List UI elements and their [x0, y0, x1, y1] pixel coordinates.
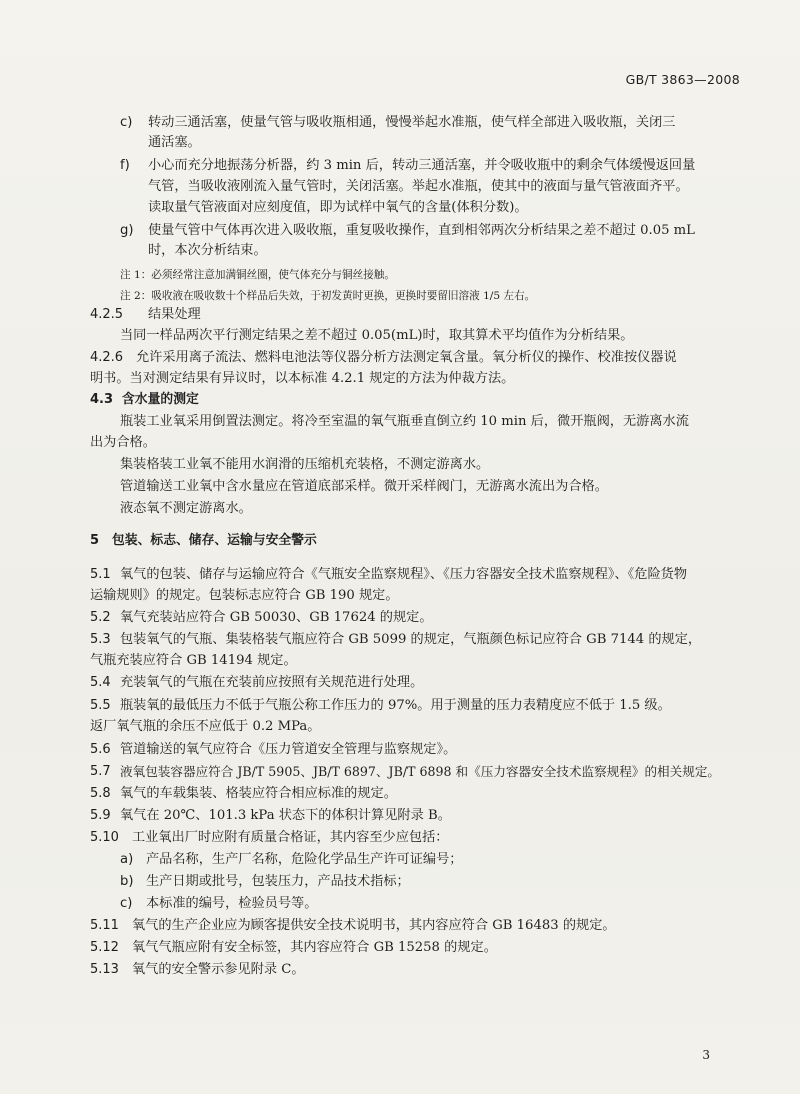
section-5-5-line2: 返厂氧气瓶的余压不应低于 0.2 MPa。 — [90, 719, 321, 734]
section-5-2-number: 5.2 — [90, 610, 111, 625]
section-4-3-p1-line2: 出为合格。 — [90, 435, 156, 450]
item-f-line3: 读取量气管液面对应刻度值，即为试样中氧气的含量(体积分数)。 — [148, 200, 528, 215]
section-4-3-p1-line1: 瓶装工业氧采用倒置法测定。将冷至室温的氧气瓶垂直倒立约 10 min 后，微开瓶阀，无游离水流 — [120, 414, 689, 429]
section-5-9-number: 5.9 — [90, 808, 111, 823]
item-f-label: f) — [120, 158, 130, 173]
section-5-11-number: 5.11 — [90, 918, 119, 933]
section-5-title: 包装、标志、储存、运输与安全警示 — [112, 533, 317, 548]
section-5-13-number: 5.13 — [90, 962, 119, 977]
note-2: 注 2：吸收液在吸收数十个样品后失效，于初发黄时更换，更换时要留旧溶液 1/5 左右。 — [120, 290, 536, 302]
section-5-number: 5 — [90, 533, 100, 548]
section-5-6-text: 管道输送的氧气应符合《压力管道安全管理与监察规定》。 — [120, 742, 457, 757]
section-4-3-p4: 液态氧不测定游离水。 — [120, 501, 252, 516]
section-5-3-line2: 气瓶充装应符合 GB 14194 规定。 — [90, 653, 297, 668]
section-5-10-a-label: a) — [120, 852, 134, 867]
section-4-2-5-text: 当同一样品两次平行测定结果之差不超过 0.05(mL)时，取其算术平均值作为分析结果。 — [120, 328, 634, 343]
section-5-1-line1: 氧气的包装、储存与运输应符合《气瓶安全监察规程》、《压力容器安全技术监察规程》、《危险货物 — [120, 567, 688, 582]
item-c-line1: 转动三通活塞，使量气管与吸收瓶相通，慢慢举起水准瓶，使气样全部进入吸收瓶，关闭三 — [148, 115, 676, 130]
section-5-10-b-label: b) — [120, 874, 134, 889]
item-g-line2: 时，本次分析结束。 — [148, 243, 267, 258]
item-g-label: g) — [120, 223, 134, 238]
section-5-10-number: 5.10 — [90, 830, 119, 845]
section-5-8-number: 5.8 — [90, 786, 111, 801]
section-5-7-text: 液氧包装容器应符合 JB/T 5905、JB/T 6897、JB/T 6898 和《压力容器安全技术监察规程》的相关规定。 — [120, 764, 721, 779]
note-1: 注 1：必须经常注意加满铜丝圈，使气体充分与铜丝接触。 — [120, 269, 395, 281]
page-number: 3 — [702, 1048, 710, 1062]
item-f-line2: 气管，当吸收液刚流入量气管时，关闭活塞。举起水准瓶，使其中的液面与量气管液面齐平。 — [148, 179, 689, 194]
section-5-1-number: 5.1 — [90, 567, 111, 582]
section-5-10-c-text: 本标准的编号，检验员号等。 — [146, 896, 318, 911]
section-4-3-p2: 集装格装工业氧不能用水润滑的压缩机充装格，不测定游离水。 — [120, 457, 490, 472]
section-5-1-line2: 运输规则》的规定。包装标志应符合 GB 190 规定。 — [90, 588, 399, 603]
section-5-10-a-text: 产品名称，生产厂名称，危险化学品生产许可证编号； — [146, 852, 463, 867]
section-5-10-c-label: c) — [120, 896, 133, 911]
section-5-4-number: 5.4 — [90, 675, 111, 690]
section-5-12-text: 氧气气瓶应附有安全标签，其内容应符合 GB 15258 的规定。 — [132, 940, 497, 955]
section-4-2-5-title: 结果处理 — [148, 307, 201, 322]
section-5-5-number: 5.5 — [90, 698, 111, 713]
item-g-line1: 使量气管中气体再次进入吸收瓶，重复吸收操作，直到相邻两次分析结果之差不超过 0.05 mL — [148, 223, 695, 238]
item-c-line2: 通活塞。 — [148, 135, 201, 150]
section-4-2-5-number: 4.2.5 — [90, 307, 124, 322]
section-5-3-line1: 包装氧气的气瓶、集装格装气瓶应符合 GB 5099 的规定，气瓶颜色标记应符合 GB 7144 的规定， — [120, 632, 702, 647]
section-4-3-title: 含水量的测定 — [122, 392, 199, 407]
section-4-3-p3: 管道输送工业氧中含水量应在管道底部采样。微开采样阀门，无游离水流出为合格。 — [120, 479, 608, 494]
section-4-2-6-number: 4.2.6 — [90, 350, 124, 365]
section-5-4-text: 充装氧气的气瓶在充装前应按照有关规范进行处理。 — [120, 675, 424, 690]
section-5-12-number: 5.12 — [90, 940, 119, 955]
section-5-5-line1: 瓶装氧的最低压力不低于气瓶公称工作压力的 97%。用于测量的压力表精度应不低于 1.5 级。 — [120, 698, 671, 713]
section-5-10-b-text: 生产日期或批号，包装压力，产品技术指标； — [146, 874, 410, 889]
section-5-13-text: 氧气的安全警示参见附录 C。 — [132, 962, 305, 977]
section-5-9-text: 氧气在 20℃、101.3 kPa 状态下的体积计算见附录 B。 — [120, 808, 451, 823]
section-4-2-6-line2: 明书。当对测定结果有异议时，以本标准 4.2.1 规定的方法为仲裁方法。 — [90, 371, 515, 386]
section-5-8-text: 氧气的车载集装、格装应符合相应标准的规定。 — [120, 786, 397, 801]
section-5-2-text: 氧气充装站应符合 GB 50030、GB 17624 的规定。 — [120, 610, 433, 625]
section-5-6-number: 5.6 — [90, 742, 111, 757]
item-c-label: c) — [120, 115, 133, 130]
section-5-11-text: 氧气的生产企业应为顾客提供安全技术说明书，其内容应符合 GB 16483 的规定。 — [132, 918, 616, 933]
section-5-7-number: 5.7 — [90, 764, 111, 779]
section-4-2-6-line1: 允许采用离子流法、燃料电池法等仪器分析方法测定氧含量。氧分析仪的操作、校准按仪器说 — [136, 350, 677, 365]
section-5-3-number: 5.3 — [90, 632, 111, 647]
item-f-line1: 小心而充分地振荡分析器，约 3 min 后，转动三通活塞，并令吸收瓶中的剩余气体缓慢返回量 — [148, 158, 696, 173]
section-4-3-number: 4.3 — [90, 392, 114, 407]
standard-number-header: GB/T 3863—2008 — [625, 72, 740, 87]
section-5-10-text: 工业氧出厂时应附有质量合格证，其内容至少应包括： — [132, 830, 449, 845]
